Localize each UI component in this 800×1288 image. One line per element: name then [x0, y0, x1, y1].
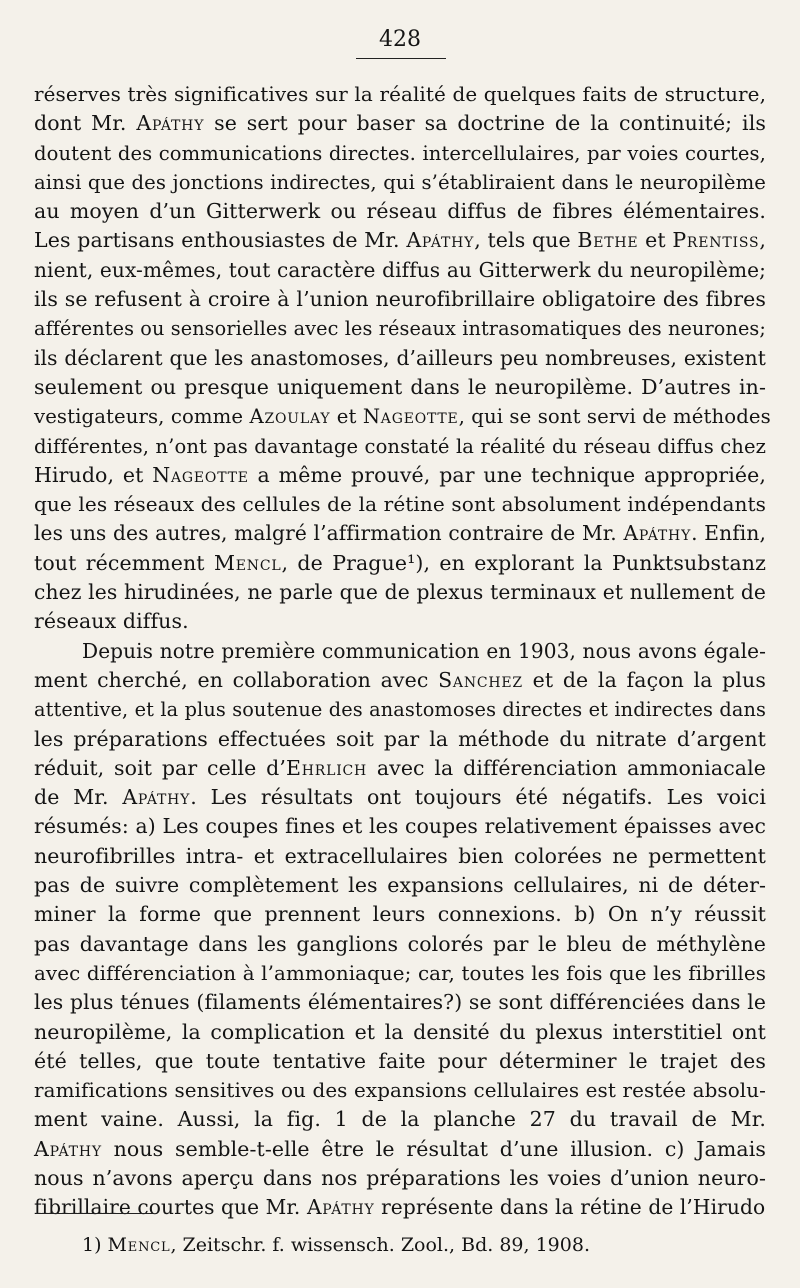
paragraph-1: [34, 80, 771, 637]
author-name: Prentiss: [672, 228, 760, 253]
text-line: nous n’avons aperçu dans nos préparations les voies d’union neuro-: [34, 1165, 766, 1190]
author-name: Sanchez: [438, 667, 523, 692]
text-line: Les partisans enthousiastes de Mr. Apáthy, tels que Bethe et Prentiss,: [34, 228, 766, 253]
text-line: avec différenciation à l’ammoniaque; car, toutes les fois que les fibrilles: [34, 961, 766, 985]
author-name: Azoulay: [249, 405, 331, 429]
text-line: neurofibrilles intra- et extracellulaires bien colorées ne permettent: [34, 843, 766, 868]
author-name: Nageotte: [362, 405, 459, 429]
text-line: réseaux diffus.: [34, 609, 189, 634]
text-line: dont Mr. Apáthy se sert pour baser sa doctrine de la continuité; ils: [34, 111, 766, 136]
author-name: Mencl: [213, 550, 282, 575]
page-number: 428: [379, 27, 421, 52]
text-line: résumés: a) Les coupes fines et les coupes relativement épaisses avec: [34, 814, 766, 839]
text-line: que les réseaux des cellules de la rétine sont absolument indépendants: [34, 492, 766, 517]
paragraph-2: [34, 637, 766, 1223]
text-line: réserves très significatives sur la réalité de quelques faits de structure,: [34, 83, 766, 106]
text-line: différentes, n’ont pas davantage constaté la réalité du réseau diffus chez: [34, 434, 766, 458]
text-line: doutent des communications directes. intercellulaires, par voies courtes,: [34, 141, 766, 165]
author-name: Apáthy: [623, 521, 692, 546]
text-line: ainsi que des jonctions indirectes, qui s’établiraient dans le neuropilème: [34, 170, 766, 194]
page-number-rule: [356, 58, 446, 59]
text-line: neuropilème, la complication et la densité du plexus interstitiel ont: [34, 1019, 766, 1044]
text-line: ils déclarent que les anastomoses, d’ailleurs peu nombreuses, existent: [34, 345, 766, 370]
text-line: miner la forme que prennent leurs connexions. b) On n’y réussit: [34, 902, 766, 927]
text-line: les uns des autres, malgré l’affirmation contraire de Mr. Apáthy. Enfin,: [34, 521, 766, 546]
text-line: de Mr. Apáthy. Les résultats ont toujours été négatifs. Les voici: [34, 785, 767, 810]
author-name: Ehrlich: [285, 755, 368, 780]
author-name: Apáthy: [122, 785, 191, 810]
author-name: Mencl: [107, 1234, 171, 1256]
text-line: pas de suivre complètement les expansions cellulaires, ni de déter-: [34, 873, 766, 898]
text-line: attentive, et la plus soutenue des anastomoses directes et indirectes dans: [34, 698, 766, 722]
text-line: pas davantage dans les ganglions colorés par le bleu de méthylène: [34, 931, 766, 956]
text-line: les plus ténues (filaments élémentaires?) se sont différenciées dans le: [34, 990, 766, 1015]
text-line: fibrillaire courtes que Mr. Apáthy représente dans la rétine de l’Hirudo: [34, 1195, 766, 1220]
footnote: 1) Mencl, Zeitschr. f. wissensch. Zool., Bd. 89, 1908.: [82, 1234, 590, 1256]
text-line: été telles, que toute tentative faite pour déterminer le trajet des: [34, 1048, 766, 1073]
footnote-rule: [36, 1213, 154, 1214]
text-line: chez les hirudinées, ne parle que de plexus terminaux et nullement de: [34, 580, 766, 605]
author-name: Apáthy: [136, 111, 205, 136]
text-line: ment vaine. Aussi, la fig. 1 de la planche 27 du travail de Mr.: [34, 1107, 766, 1132]
author-name: Bethe: [577, 228, 639, 253]
text-line: ils se refusent à croire à l’union neurofibrillaire obligatoire des fibres: [34, 287, 766, 312]
author-name: Nageotte: [152, 462, 249, 487]
author-name: Apáthy: [34, 1136, 102, 1161]
text-line: Hirudo, et Nageotte a même prouvé, par une technique appropriée,: [34, 462, 767, 487]
text-line: seulement ou presque uniquement dans le neuropilème. D’autres in-: [34, 374, 766, 399]
text-line: afférentes ou sensorielles avec les réseaux intrasomatiques des neurones;: [34, 317, 766, 341]
text-line: les préparations effectuées soit par la méthode du nitrate d’argent: [34, 726, 766, 751]
text-line: tout récemment Mencl, de Prague¹), en explorant la Punktsubstanz: [34, 550, 766, 575]
author-name: Apáthy: [406, 228, 475, 253]
text-line: ment cherché, en collaboration avec Sanchez et de la façon la plus: [34, 667, 766, 692]
body-text: [34, 80, 771, 1223]
text-line: Apáthy nous semble-t-elle être le résultat d’une illusion. c) Jamais: [34, 1136, 766, 1161]
text-line: vestigateurs, comme Azoulay et Nageotte, qui se sont servi de méthodes: [34, 405, 771, 429]
text-line: nient, eux-mêmes, tout caractère diffus au Gitterwerk du neuropilème;: [34, 257, 766, 282]
text-line: réduit, soit par celle d’Ehrlich avec la différenciation ammoniacale: [34, 755, 766, 780]
text-line: ramifications sensitives ou des expansions cellulaires est restée absolu-: [34, 1079, 766, 1103]
author-name: Apáthy: [306, 1195, 375, 1220]
text-line: au moyen d’un Gitterwerk ou réseau diffus de fibres élémentaires.: [34, 199, 766, 224]
text-line: Depuis notre première communication en 1903, nous avons égale-: [82, 638, 766, 663]
